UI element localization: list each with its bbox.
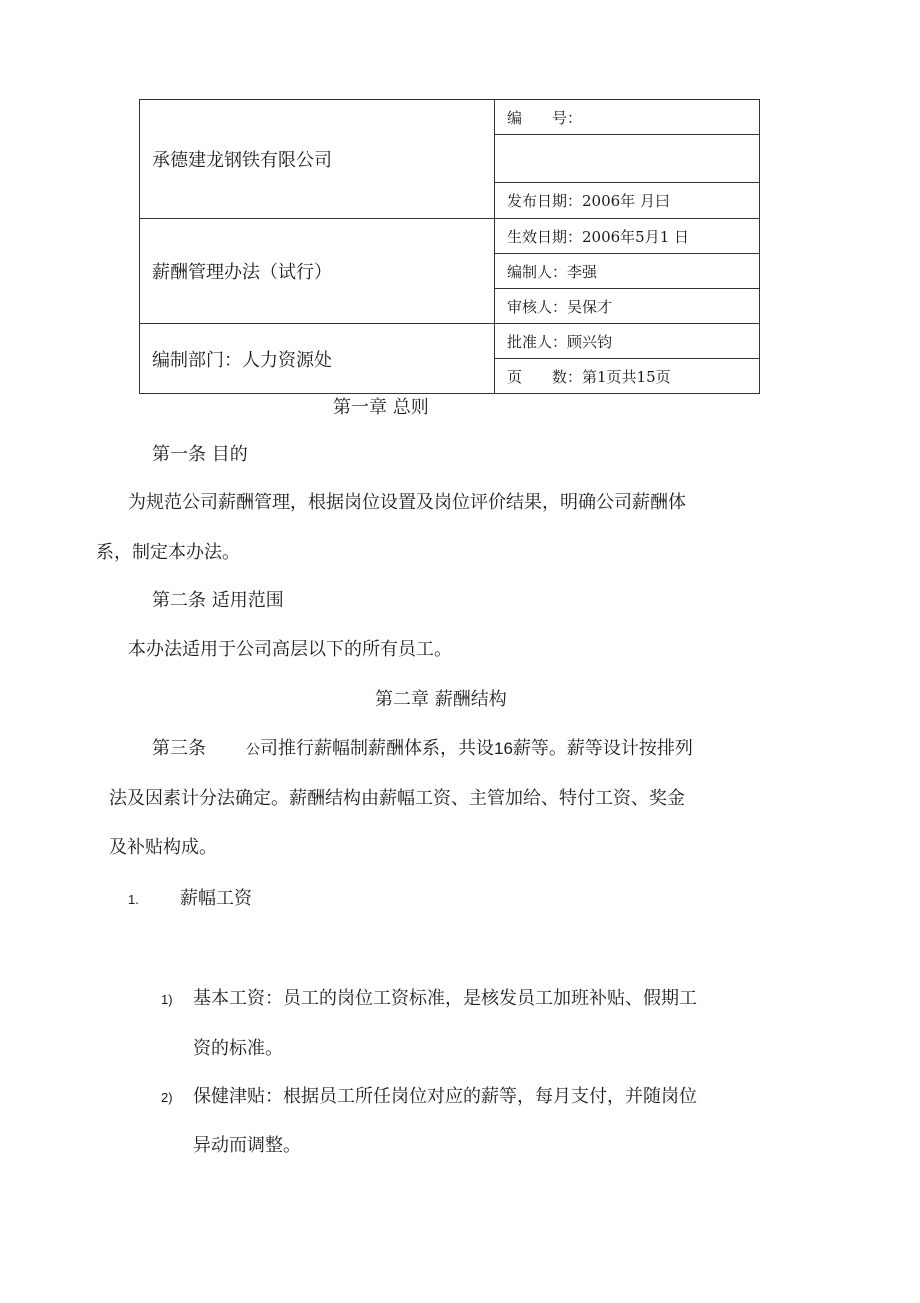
article3-text-b: 薪等。薪等设计按排列	[512, 738, 693, 759]
article3-gong: 公	[246, 741, 260, 757]
article3-count: 16	[494, 739, 513, 758]
doc-number-value	[495, 135, 760, 183]
page-count: 页 数：第1页共15页	[495, 359, 760, 394]
chapter1-title: 第一章 总则	[333, 397, 429, 418]
article3-text-a: 司推行薪幅制薪酬体系，共设	[260, 738, 494, 759]
article1-line2: 系，制定本办法。	[96, 542, 240, 563]
item1-number: 1.	[128, 892, 139, 907]
article3-line1	[152, 737, 693, 761]
document-header-table	[139, 99, 760, 394]
sub1-number: 1)	[161, 992, 173, 1007]
article3-label: 第三条	[152, 738, 206, 759]
article3-line2: 法及因素计分法确定。薪酬结构由薪幅工资、主管加给、特付工资、奖金	[109, 788, 685, 809]
reviewer: 审核人：吴保才	[495, 289, 760, 324]
article2-title: 第二条 适用范围	[152, 590, 284, 611]
article1-line1: 为规范公司薪酬管理，根据岗位设置及岗位评价结果，明确公司薪酬体	[128, 492, 686, 513]
item1-title: 薪幅工资	[180, 888, 252, 909]
editor: 编制人：李强	[495, 254, 760, 289]
doc-title: 薪酬管理办法（试行）	[140, 219, 495, 324]
company-name: 承德建龙钢铁有限公司	[140, 100, 495, 219]
dept-label: 编制部门：人力资源处	[140, 324, 495, 394]
article3-line3: 及补贴构成。	[109, 837, 217, 858]
sub2-number: 2)	[161, 1090, 173, 1105]
effective-date: 生效日期：2006年5月1 日	[495, 219, 760, 254]
approver: 批准人：顾兴钧	[495, 324, 760, 359]
sub1-line2: 资的标准。	[193, 1038, 283, 1059]
chapter2-title: 第二章 薪酬结构	[375, 689, 507, 710]
release-date: 发布日期：2006年 月曰	[495, 183, 760, 219]
article2-text: 本办法适用于公司高层以下的所有员工。	[128, 639, 452, 660]
sub1-line1: 基本工资：员工的岗位工资标准，是核发员工加班补贴、假期工	[193, 988, 697, 1009]
article1-title: 第一条 目的	[152, 444, 248, 465]
sub2-line2: 异动而调整。	[193, 1135, 301, 1156]
doc-number-label: 编 号：	[495, 100, 760, 135]
sub2-line1: 保健津贴：根据员工所任岗位对应的薪等，每月支付，并随岗位	[193, 1086, 697, 1107]
